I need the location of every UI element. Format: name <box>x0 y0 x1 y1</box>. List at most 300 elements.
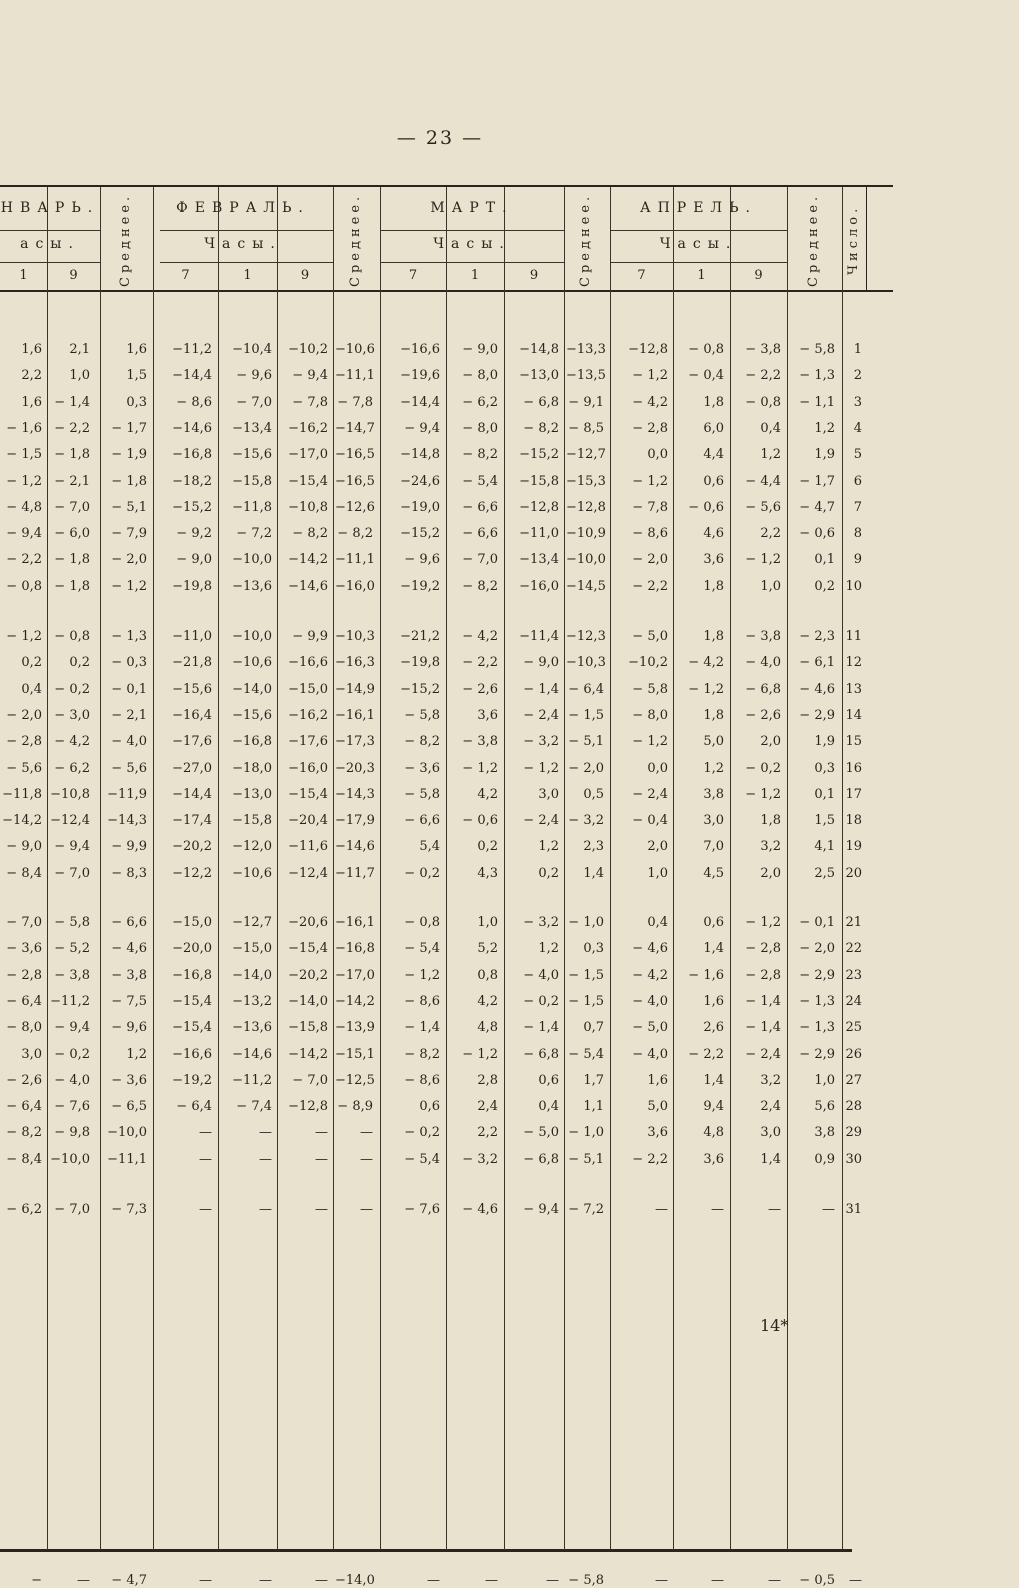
table-cell: − 2,4 <box>523 813 559 829</box>
table-cell: − 3,2 <box>568 813 604 829</box>
table-cell: − 5,1 <box>111 499 147 515</box>
table-cell: − 0,2 <box>404 1125 440 1141</box>
table-cell: −15,4 <box>172 993 212 1009</box>
table-cell: − 8,9 <box>337 1099 373 1115</box>
table-cell: − 8,0 <box>6 1020 42 1036</box>
table-cell: − 1,5 <box>568 967 604 983</box>
table-cell: −16,1 <box>335 707 375 723</box>
total-cell: — <box>849 1573 862 1588</box>
table-cell: − 7,5 <box>111 993 147 1009</box>
table-cell: −17,4 <box>172 813 212 829</box>
day-number: 11 <box>845 629 862 644</box>
table-cell: −13,3 <box>566 342 606 357</box>
table-cell: 1,0 <box>477 915 498 930</box>
table-cell: − 4,4 <box>745 473 781 489</box>
table-cell: −17,3 <box>335 734 375 750</box>
table-cell: − 1,7 <box>111 420 147 436</box>
table-cell: 3,6 <box>703 552 724 568</box>
table-cell: −10,2 <box>628 655 668 671</box>
table-cell: − 6,1 <box>799 655 835 671</box>
table-cell: 0,0 <box>647 447 668 463</box>
table-cell: − 1,4 <box>523 1020 559 1036</box>
table-cell: −20,2 <box>288 967 328 983</box>
table-cell: − 4,6 <box>111 941 147 957</box>
table-cell: − 2,0 <box>568 760 604 776</box>
table-cell: − 7,4 <box>236 1099 272 1115</box>
table-cell: − 0,8 <box>688 342 724 357</box>
table-cell: − 7,0 <box>54 499 90 515</box>
table-cell: − 5,6 <box>745 499 781 515</box>
table-cell: − 4,2 <box>54 734 90 750</box>
total-cell: — <box>259 1573 272 1588</box>
day-number: 1 <box>853 342 862 357</box>
column-divider <box>730 187 731 1550</box>
table-cell: − 2,2 <box>632 1151 668 1167</box>
table-cell: −14,3 <box>335 786 375 802</box>
table-cell: − 9,4 <box>54 839 90 855</box>
table-cell: − 9,9 <box>111 839 147 855</box>
table-cell: −18,2 <box>172 473 212 489</box>
table-cell: − 4,8 <box>6 499 42 515</box>
table-cell: − 2,9 <box>799 707 835 723</box>
table-cell: −10,6 <box>335 342 375 357</box>
table-cell: − 1,3 <box>111 629 147 644</box>
table-cell: −12,6 <box>335 499 375 515</box>
table-cell: −13,0 <box>232 786 272 802</box>
table-cell: 3,2 <box>760 839 781 855</box>
table-cell: −15,2 <box>400 526 440 542</box>
table-cell: −16,2 <box>288 420 328 436</box>
table-cell: − 4,2 <box>632 967 668 983</box>
month-mar: МАРТ. <box>430 200 514 216</box>
table-cell: − 0,2 <box>745 760 781 776</box>
table-cell: − 8,4 <box>6 1151 42 1167</box>
hour-label: 7 <box>637 268 646 283</box>
table-cell: 0,9 <box>814 1151 835 1167</box>
table-cell: − 6,6 <box>462 499 498 515</box>
table-cell: −10,3 <box>566 655 606 671</box>
table-cell: 3,2 <box>760 1072 781 1088</box>
table-cell: −20,2 <box>172 839 212 855</box>
table-cell: − 7,0 <box>462 552 498 568</box>
table-cell: − 7,8 <box>292 394 328 410</box>
table-cell: −11,1 <box>335 552 375 568</box>
table-cell: −15,0 <box>232 941 272 957</box>
table-cell: − 2,9 <box>799 1046 835 1062</box>
table-cell: −14,9 <box>335 681 375 697</box>
table-cell: − 2,6 <box>745 707 781 723</box>
table-cell: −14,2 <box>2 813 42 829</box>
table-cell: −14,7 <box>335 420 375 436</box>
table-cell: − 2,4 <box>745 1046 781 1062</box>
table-cell: − 5,4 <box>404 941 440 957</box>
table-cell: 3,0 <box>538 786 559 802</box>
table-cell: − 5,4 <box>568 1046 604 1062</box>
table-cell: − 1,5 <box>568 993 604 1009</box>
table-cell: −14,2 <box>288 1046 328 1062</box>
table-cell: − 4,0 <box>632 993 668 1009</box>
day-number: 16 <box>845 760 862 776</box>
table-cell: −20,3 <box>335 760 375 776</box>
table-cell: −15,6 <box>232 707 272 723</box>
day-number: 9 <box>853 552 862 568</box>
table-cell: 0,2 <box>814 578 835 594</box>
table-cell: − 1,1 <box>799 394 835 410</box>
table-cell: − 8,2 <box>404 734 440 750</box>
table-cell: 4,5 <box>703 865 724 881</box>
table-cell: − 9,1 <box>568 394 604 410</box>
table-cell: 0,6 <box>703 915 724 930</box>
table-cell: −10,0 <box>232 629 272 644</box>
table-cell: 0,5 <box>583 786 604 802</box>
day-number: 27 <box>845 1072 862 1088</box>
table-cell: 1,8 <box>703 629 724 644</box>
table-cell: − 7,8 <box>632 499 668 515</box>
table-cell: −16,6 <box>400 342 440 357</box>
column-divider <box>842 187 843 1550</box>
table-cell: 1,2 <box>538 941 559 957</box>
table-cell: 2,4 <box>760 1099 781 1115</box>
table-cell: − 6,8 <box>523 1151 559 1167</box>
table-cell: −16,8 <box>172 447 212 463</box>
table-cell: 0,6 <box>538 1072 559 1088</box>
table-cell: − 0,2 <box>54 1046 90 1062</box>
table-cell: − 6,5 <box>111 1099 147 1115</box>
table-cell: 1,8 <box>703 578 724 594</box>
table-cell: − 4,0 <box>54 1072 90 1088</box>
table-cell: − 5,4 <box>404 1151 440 1167</box>
table-cell: − 0,6 <box>462 813 498 829</box>
table-cell: − 8,6 <box>632 526 668 542</box>
table-cell: − 2,1 <box>54 473 90 489</box>
table-cell: −15,2 <box>172 499 212 515</box>
total-cell: — <box>199 1573 212 1588</box>
table-cell: −19,8 <box>172 578 212 594</box>
table-cell: − 6,6 <box>111 915 147 930</box>
table-cell: − 8,2 <box>337 526 373 542</box>
table-cell: 1,6 <box>21 342 42 357</box>
table-cell: − 2,2 <box>54 420 90 436</box>
table-cell: − 6,4 <box>568 681 604 697</box>
table-cell: −18,0 <box>232 760 272 776</box>
table-cell: — <box>199 1151 212 1167</box>
table-cell: − 4,2 <box>632 394 668 410</box>
table-cell: − 7,0 <box>54 865 90 881</box>
column-divider <box>153 187 154 1550</box>
table-cell: − 2,6 <box>6 1072 42 1088</box>
total-cell: — <box>485 1573 498 1588</box>
hours-apr: Часы. <box>659 236 738 252</box>
table-cell: −15,2 <box>519 447 559 463</box>
table-cell: 0,0 <box>647 760 668 776</box>
day-number: 29 <box>845 1125 862 1141</box>
table-cell: − 1,2 <box>745 552 781 568</box>
table-cell: − 2,9 <box>799 967 835 983</box>
table-cell: −24,6 <box>400 473 440 489</box>
table-cell: 0,4 <box>647 915 668 930</box>
table-cell: −27,0 <box>172 760 212 776</box>
table-cell: − 1,6 <box>6 420 42 436</box>
hour-label: 9 <box>69 268 78 283</box>
table-cell: 1,8 <box>760 813 781 829</box>
table-cell: 3,0 <box>21 1046 42 1062</box>
table-cell: −16,0 <box>519 578 559 594</box>
table-cell: − 3,2 <box>523 734 559 750</box>
total-cell: — <box>711 1573 724 1588</box>
table-cell: − 5,6 <box>6 760 42 776</box>
table-cell: − 1,2 <box>632 734 668 750</box>
table-cell: — <box>360 1151 373 1167</box>
table-cell: 1,6 <box>126 342 147 357</box>
table-cell: −17,0 <box>288 447 328 463</box>
table-cell: − 3,2 <box>523 915 559 930</box>
column-divider <box>673 187 674 1550</box>
table-cell: −12,3 <box>566 629 606 644</box>
table-cell: − 0,1 <box>111 681 147 697</box>
table-cell: − 1,2 <box>462 760 498 776</box>
table-cell: −19,6 <box>400 368 440 384</box>
table-cell: − 3,8 <box>745 342 781 357</box>
table-cell: − 9,6 <box>236 368 272 384</box>
table-cell: 4,2 <box>477 786 498 802</box>
day-number: 20 <box>845 865 862 881</box>
table-cell: − 3,0 <box>54 707 90 723</box>
table-cell: 0,6 <box>703 473 724 489</box>
table-cell: − 8,6 <box>404 1072 440 1088</box>
table-cell: − 8,2 <box>462 447 498 463</box>
table-cell: −12,7 <box>232 915 272 930</box>
day-number: 13 <box>845 681 862 697</box>
header-sub-rule <box>160 262 333 263</box>
table-cell: −14,6 <box>335 839 375 855</box>
table-cell: − 2,8 <box>745 941 781 957</box>
table-cell: −13,6 <box>232 1020 272 1036</box>
table-cell: − 9,6 <box>404 552 440 568</box>
table-cell: 0,7 <box>583 1020 604 1036</box>
table-cell: − 5,2 <box>54 941 90 957</box>
table-cell: − 4,0 <box>523 967 559 983</box>
table-cell: 1,6 <box>703 993 724 1009</box>
table-cell: −14,6 <box>172 420 212 436</box>
table-cell: − 0,8 <box>54 629 90 644</box>
table-cell: − 7,0 <box>6 915 42 930</box>
table-cell: 2,0 <box>760 734 781 750</box>
day-number: 22 <box>845 941 862 957</box>
column-divider <box>504 187 505 1550</box>
column-divider <box>47 187 48 1550</box>
table-cell: − 8,0 <box>462 368 498 384</box>
table-cell: −11,4 <box>519 629 559 644</box>
table-cell: − 5,6 <box>111 760 147 776</box>
table-cell: 0,3 <box>583 941 604 957</box>
table-cell: −15,8 <box>232 473 272 489</box>
column-divider <box>277 187 278 1550</box>
table-cell: − 1,8 <box>54 578 90 594</box>
table-cell: − 7,0 <box>54 1202 90 1217</box>
table-cell: 2,1 <box>69 342 90 357</box>
table-cell: −11,9 <box>107 786 147 802</box>
day-number: 10 <box>845 578 862 594</box>
table-cell: −14,8 <box>519 342 559 357</box>
table-cell: −15,4 <box>172 1020 212 1036</box>
table-cell: 2,3 <box>583 839 604 855</box>
table-cell: − 0,8 <box>6 578 42 594</box>
table-cell: 3,6 <box>477 707 498 723</box>
total-cell: − 0,5 <box>799 1573 835 1588</box>
table-cell: − 1,6 <box>688 967 724 983</box>
table-cell: −16,5 <box>335 447 375 463</box>
hour-label: 9 <box>529 268 539 283</box>
table-cell: — <box>315 1151 328 1167</box>
table-cell: − 0,3 <box>111 655 147 671</box>
table-cell: − 0,8 <box>404 915 440 930</box>
table-cell: −15,0 <box>288 681 328 697</box>
header-sub-rule <box>610 230 787 231</box>
table-cell: 0,1 <box>814 786 835 802</box>
table-cell: 5,6 <box>814 1099 835 1115</box>
table-cell: − 1,2 <box>462 1046 498 1062</box>
table-cell: − 5,1 <box>568 734 604 750</box>
day-number: 3 <box>853 394 862 410</box>
table-cell: — <box>711 1202 724 1217</box>
table-cell: −16,8 <box>172 967 212 983</box>
header-sub-rule <box>0 230 100 231</box>
day-number: 17 <box>845 786 862 802</box>
average-column-label: Среднее. <box>117 192 133 287</box>
day-column-label: Число. <box>846 204 861 276</box>
table-cell: 1,0 <box>69 368 90 384</box>
table-cell: − 3,8 <box>462 734 498 750</box>
table-cell: − 2,1 <box>111 707 147 723</box>
hours-mar: Часы. <box>433 236 511 252</box>
table-cell: −10,6 <box>232 655 272 671</box>
column-divider <box>380 187 381 1550</box>
table-cell: − 3,8 <box>54 967 90 983</box>
table-cell: 3,8 <box>703 786 724 802</box>
column-divider <box>787 187 788 1550</box>
table-cell: − 4,7 <box>799 499 835 515</box>
total-cell: — <box>546 1573 559 1588</box>
table-cell: − 1,2 <box>632 368 668 384</box>
hours-feb: Часы. <box>204 236 282 252</box>
table-cell: − 8,6 <box>404 993 440 1009</box>
table-cell: 5,2 <box>477 941 498 957</box>
table-cell: − 6,4 <box>6 993 42 1009</box>
table-cell: − 1,4 <box>523 681 559 697</box>
table-cell: −12,8 <box>519 499 559 515</box>
table-cell: − 4,2 <box>462 629 498 644</box>
header-sub-rule <box>160 230 333 231</box>
table-cell: − 5,0 <box>632 1020 668 1036</box>
table-cell: − 1,3 <box>799 993 835 1009</box>
table-cell: − 2,8 <box>6 967 42 983</box>
table-cell: −15,8 <box>232 813 272 829</box>
table-cell: − 5,8 <box>632 681 668 697</box>
table-cell: −11,8 <box>2 786 42 802</box>
table-cell: − 3,8 <box>745 629 781 644</box>
table-cell: − 7,3 <box>111 1202 147 1217</box>
table-cell: — <box>259 1125 272 1141</box>
total-cell: — <box>77 1573 90 1588</box>
table-cell: 4,4 <box>703 447 724 463</box>
table-cell: −17,0 <box>335 967 375 983</box>
day-number: 31 <box>845 1202 862 1217</box>
table-cell: − 6,4 <box>6 1099 42 1115</box>
table-cell: − 4,0 <box>111 734 147 750</box>
table-cell: −14,0 <box>232 681 272 697</box>
table-cell: −13,2 <box>232 993 272 1009</box>
table-cell: − 1,2 <box>745 915 781 930</box>
table-cell: − 7,6 <box>54 1099 90 1115</box>
table-cell: − 2,3 <box>799 629 835 644</box>
table-cell: — <box>315 1125 328 1141</box>
table-cell: −10,0 <box>107 1125 147 1141</box>
day-number: 15 <box>845 734 862 750</box>
table-cell: 1,5 <box>126 368 147 384</box>
header-sub-rule <box>380 230 564 231</box>
table-cell: 3,8 <box>814 1125 835 1141</box>
table-cell: 1,0 <box>647 865 668 881</box>
table-cell: −12,7 <box>566 447 606 463</box>
table-cell: − 6,6 <box>404 813 440 829</box>
table-cell: − 0,4 <box>632 813 668 829</box>
total-cell: — <box>655 1573 668 1588</box>
table-cell: − 5,0 <box>523 1125 559 1141</box>
table-cell: − 9,4 <box>292 368 328 384</box>
day-number: 23 <box>845 967 862 983</box>
table-cell: 3,0 <box>760 1125 781 1141</box>
table-cell: −10,6 <box>232 865 272 881</box>
table-cell: −16,5 <box>335 473 375 489</box>
day-number: 5 <box>853 447 862 463</box>
table-cell: 2,8 <box>477 1072 498 1088</box>
table-cell: 0,8 <box>477 967 498 983</box>
table-cell: − 1,8 <box>111 473 147 489</box>
table-right-edge <box>866 187 867 292</box>
average-column-label: Среднее. <box>347 192 363 287</box>
table-cell: 1,0 <box>760 578 781 594</box>
table-cell: — <box>768 1202 781 1217</box>
column-divider <box>218 187 219 1550</box>
table-cell: −17,6 <box>172 734 212 750</box>
totals-top-rule <box>0 1549 852 1552</box>
table-cell: −10,9 <box>566 526 606 542</box>
table-cell: −10,0 <box>50 1151 90 1167</box>
table-cell: −13,9 <box>335 1020 375 1036</box>
table-cell: − 3,2 <box>462 1151 498 1167</box>
table-cell: 1,5 <box>814 813 835 829</box>
table-cell: — <box>360 1202 373 1217</box>
table-cell: −12,8 <box>288 1099 328 1115</box>
table-cell: −12,2 <box>172 865 212 881</box>
table-cell: 2,2 <box>21 368 42 384</box>
table-cell: 0,2 <box>21 655 42 671</box>
day-number: 25 <box>845 1020 862 1036</box>
table-cell: − 1,2 <box>404 967 440 983</box>
hour-label: 1 <box>243 268 252 283</box>
table-cell: − 6,6 <box>462 526 498 542</box>
table-cell: − 1,8 <box>54 447 90 463</box>
table-cell: −15,6 <box>172 681 212 697</box>
table-cell: −11,1 <box>107 1151 147 1167</box>
table-cell: − 1,2 <box>6 473 42 489</box>
table-cell: 1,1 <box>583 1099 604 1115</box>
table-cell: −16,3 <box>335 655 375 671</box>
table-cell: − 6,8 <box>523 1046 559 1062</box>
table-cell: 0,3 <box>126 394 147 410</box>
table-cell: — <box>315 1202 328 1217</box>
table-cell: −15,8 <box>288 1020 328 1036</box>
